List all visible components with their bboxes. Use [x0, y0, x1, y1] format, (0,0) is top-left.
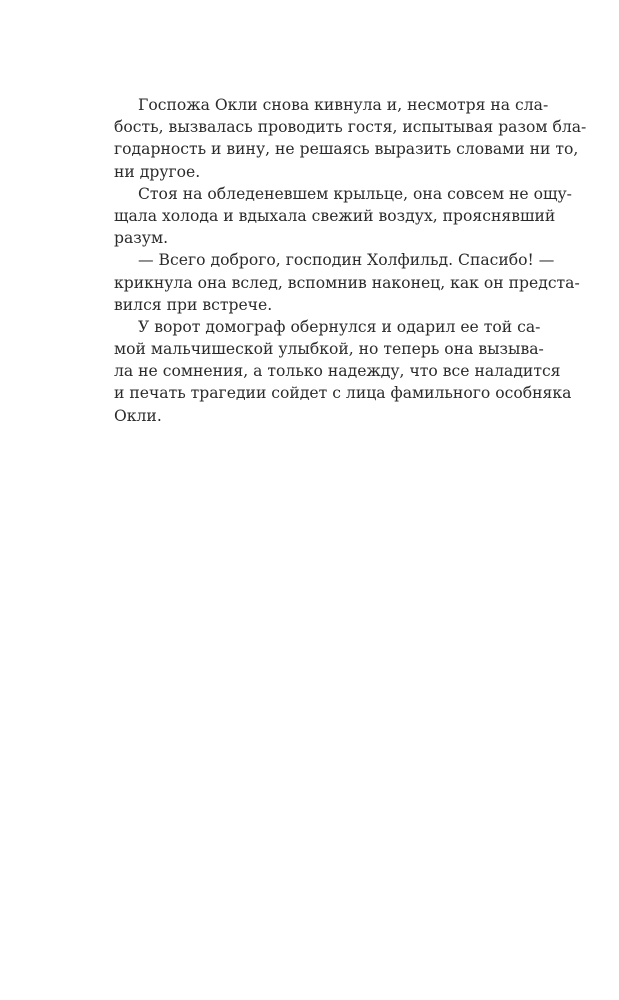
text-line: щала холода и вдыхала свежий воздух, прояснявший [114, 206, 556, 225]
text-line: Окли. [114, 406, 162, 425]
text-line: крикнула она вслед, вспомнив наконец, как он предста- [114, 273, 580, 292]
text-line: и печать трагедии сойдет с лица фамильного особняка [114, 384, 572, 403]
text-line: ни другое. [114, 162, 201, 181]
paragraph-2 [114, 183, 572, 250]
text-line: Госпожа Окли снова кивнула и, несмотря на сла- [138, 96, 549, 114]
text-line: У ворот домограф обернулся и одарил ее той са- [138, 317, 541, 336]
text-line: ла не сомнения, а только надежду, что все наладится [114, 362, 561, 381]
text-line: бость, вызвалась проводить гостя, испытывая разом бла- [114, 118, 587, 137]
paragraph-3 [114, 249, 580, 316]
body-text [114, 94, 587, 427]
text-line: Стоя на обледеневшем крыльце, она совсем не ощу- [138, 184, 572, 203]
text-line: годарность и вину, не решаясь выразить словами ни то, [114, 140, 579, 159]
text-line: вился при встрече. [114, 295, 273, 314]
text-line: разум. [114, 229, 169, 248]
text-line: — Всего доброго, господин Холфильд. Спасибо! — [138, 251, 555, 270]
text-line: мой мальчишеской улыбкой, но теперь она вызыва- [114, 340, 544, 359]
paragraph-1 [114, 94, 587, 183]
paragraph-4 [114, 316, 572, 427]
